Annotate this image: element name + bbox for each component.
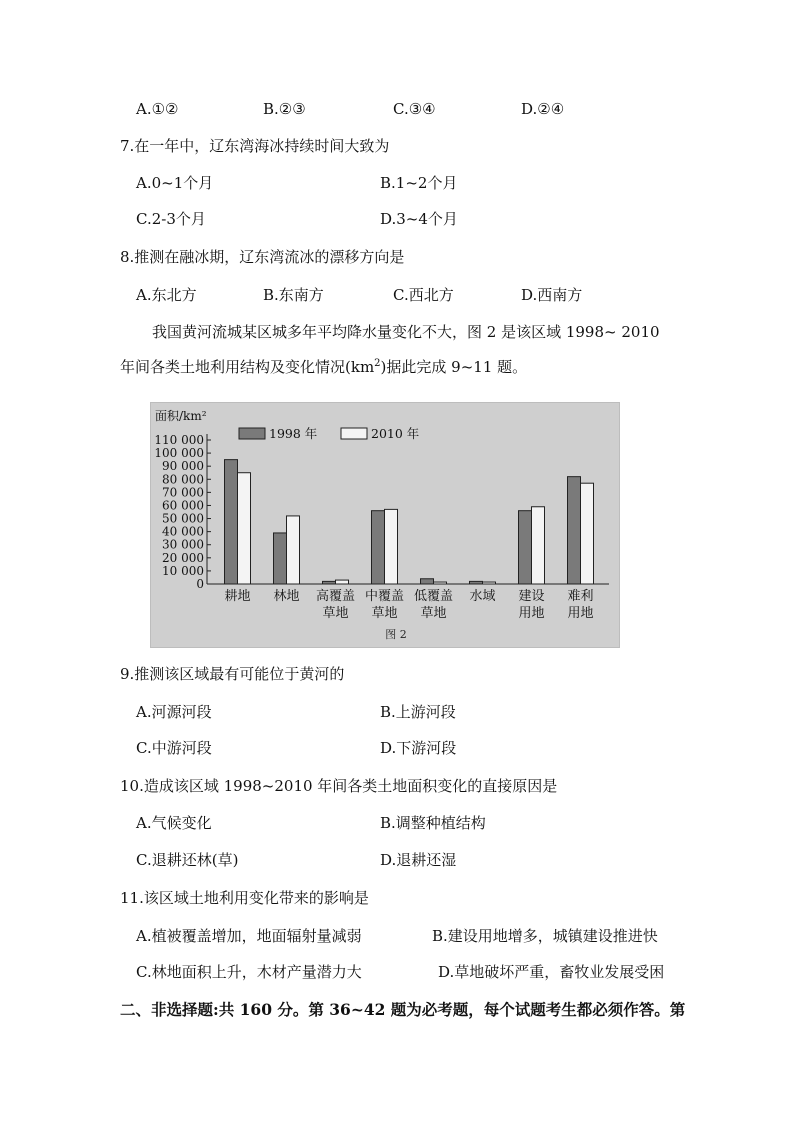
y-tick-label: 100 000 <box>154 446 204 461</box>
bar-2010-1 <box>287 516 300 584</box>
x-category-label: 中覆盖 <box>364 589 405 604</box>
y-tick-label: 60 000 <box>162 498 204 513</box>
x-category-label: 建设 <box>518 589 545 604</box>
x-category-label: 草地 <box>322 606 349 621</box>
q6-option-b: B.②③ <box>263 100 306 118</box>
q10-option-a: A.气候变化 <box>136 814 212 832</box>
y-tick-label: 0 <box>196 577 204 591</box>
q7-option-c: C.2-3个月 <box>136 210 206 228</box>
x-category-label: 低覆盖 <box>413 589 454 604</box>
y-tick-label: 90 000 <box>162 459 204 474</box>
legend-swatch-2010 <box>341 428 367 439</box>
bar-1998-7 <box>568 477 581 584</box>
x-category-label: 水域 <box>469 589 496 604</box>
q9-option-c: C.中游河段 <box>136 739 212 757</box>
q7-option-a: A.0~1个月 <box>136 174 214 192</box>
legend-swatch-1998 <box>239 428 265 439</box>
q10-option-c: C.退耕还林(草) <box>136 851 239 869</box>
y-tick-label: 80 000 <box>162 472 204 487</box>
bar-2010-6 <box>532 507 545 584</box>
bar-1998-0 <box>225 460 238 584</box>
y-tick-label: 10 000 <box>162 563 204 578</box>
x-category-label: 用地 <box>567 606 594 621</box>
y-tick-label: 30 000 <box>162 537 204 552</box>
x-category-label: 林地 <box>273 589 300 604</box>
q11-option-d: D.草地破坏严重，畜牧业发展受困 <box>438 963 665 981</box>
q10-option-d: D.退耕还湿 <box>380 851 457 869</box>
q11-stem: 11.该区域土地利用变化带来的影响是 <box>120 889 369 907</box>
x-category-label: 难利 <box>567 589 594 604</box>
q8-option-b: B.东南方 <box>263 286 324 304</box>
q8-stem: 8.推测在融冰期，辽东湾流冰的漂移方向是 <box>120 248 405 266</box>
bar-2010-3 <box>385 509 398 584</box>
q6-option-d: D.②④ <box>521 100 565 118</box>
y-tick-label: 40 000 <box>162 524 204 539</box>
intro-line-2 <box>120 357 527 377</box>
bar-2010-0 <box>238 473 251 584</box>
q8-option-a: A.东北方 <box>136 286 197 304</box>
land-use-chart <box>150 402 620 648</box>
bar-1998-4 <box>421 579 434 584</box>
q9-option-b: B.上游河段 <box>380 703 456 721</box>
q8-option-d: D.西南方 <box>521 286 583 304</box>
bar-2010-4 <box>434 582 447 584</box>
y-tick-label: 70 000 <box>162 485 204 500</box>
y-axis-label: 面积/km² <box>155 409 207 423</box>
x-category-label: 高覆盖 <box>315 589 356 604</box>
legend-label-1998: 1998 年 <box>269 426 318 441</box>
x-category-label: 草地 <box>371 606 398 621</box>
q7-option-d: D.3~4个月 <box>380 210 458 228</box>
bar-2010-2 <box>336 580 349 584</box>
intro-line-2b: )据此完成 9~11 题。 <box>380 358 528 376</box>
q9-option-a: A.河源河段 <box>136 703 212 721</box>
y-tick-label: 50 000 <box>162 511 204 526</box>
bar-1998-2 <box>323 581 336 584</box>
q9-option-d: D.下游河段 <box>380 739 457 757</box>
bar-1998-5 <box>470 581 483 584</box>
q7-stem: 7.在一年中，辽东湾海冰持续时间大致为 <box>120 137 390 155</box>
x-category-label: 用地 <box>518 606 545 621</box>
y-tick-label: 20 000 <box>162 550 204 565</box>
q11-option-b: B.建设用地增多，城镇建设推进快 <box>432 927 658 945</box>
q6-option-a: A.①② <box>136 100 179 118</box>
bar-2010-5 <box>483 582 496 584</box>
intro-line-2a: 年间各类土地利用结构及变化情况(km <box>120 358 375 376</box>
q10-option-b: B.调整种植结构 <box>380 814 486 832</box>
q10-stem: 10.造成该区域 1998~2010 年间各类土地面积变化的直接原因是 <box>120 777 558 795</box>
section-2-heading: 二、非选择题:共 160 分。第 36~42 题为必考题，每个试题考生都必须作答。第 <box>120 1000 686 1019</box>
q11-option-c: C.林地面积上升，木材产量潜力大 <box>136 963 362 981</box>
q6-option-c: C.③④ <box>393 100 436 118</box>
bar-1998-6 <box>519 511 532 584</box>
bar-2010-7 <box>581 483 594 584</box>
q8-option-c: C.西北方 <box>393 286 454 304</box>
y-tick-label: 110 000 <box>154 433 204 447</box>
bar-1998-3 <box>372 511 385 584</box>
bar-1998-1 <box>274 533 287 584</box>
x-category-label: 草地 <box>420 606 447 621</box>
legend-label-2010: 2010 年 <box>371 426 420 441</box>
chart-caption: 图 2 <box>385 628 407 641</box>
intro-line-2-sup: 2 <box>374 358 381 369</box>
land-use-chart-svg <box>151 403 619 647</box>
q7-option-b: B.1~2个月 <box>380 174 458 192</box>
x-category-label: 耕地 <box>224 589 251 604</box>
intro-line-1: 我国黄河流城某区城多年平均降水量变化不大，图 2 是该区域 1998~ 2010 <box>152 323 660 341</box>
q9-stem: 9.推测该区域最有可能位于黄河的 <box>120 665 345 683</box>
q11-option-a: A.植被覆盖增加，地面辐射量减弱 <box>136 927 362 945</box>
